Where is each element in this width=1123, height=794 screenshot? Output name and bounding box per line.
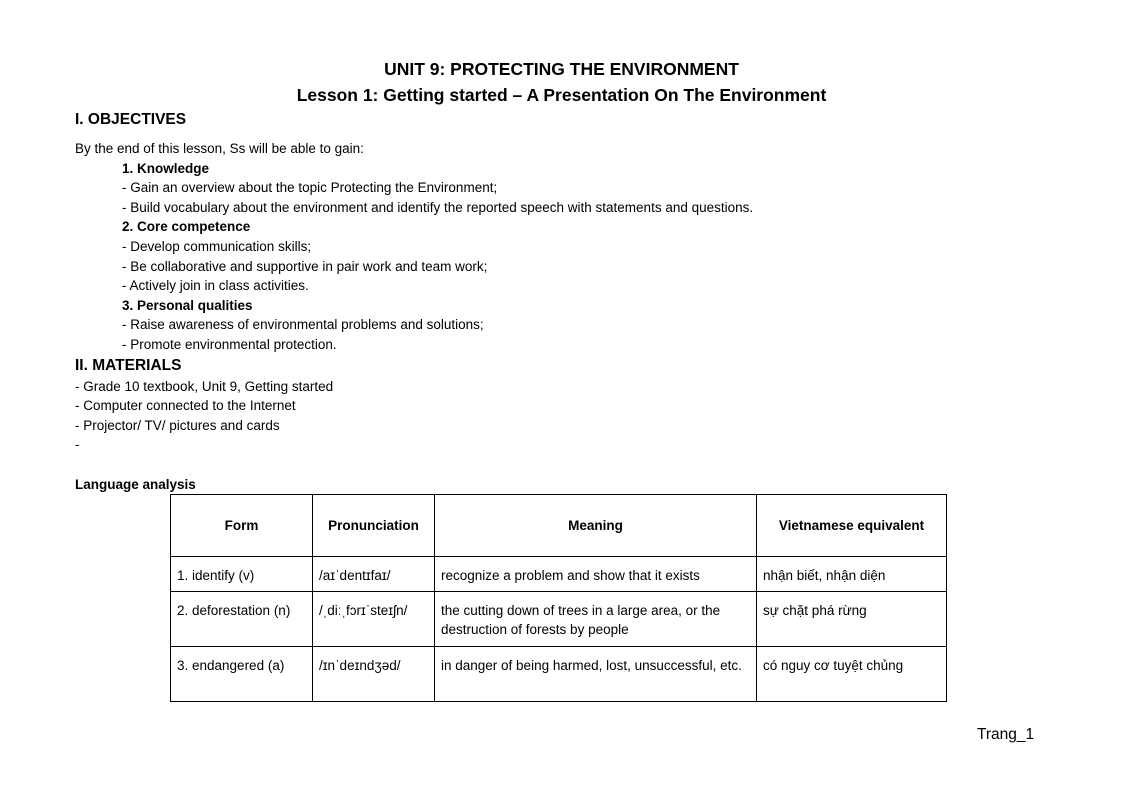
- table-row: [171, 592, 947, 647]
- personal-qualities-heading: 3. Personal qualities: [122, 298, 253, 313]
- column-header-pronunciation: Pronunciation: [313, 495, 435, 557]
- materials-item: - Computer connected to the Internet: [75, 398, 296, 413]
- cell-meaning: recognize a problem and show that it exists: [435, 557, 757, 592]
- personal-item: - Raise awareness of environmental problems and solutions;: [122, 317, 484, 332]
- knowledge-item: - Build vocabulary about the environment and identify the reported speech with statements and questions.: [122, 200, 754, 215]
- cell-vietnamese: có nguy cơ tuyệt chủng: [757, 647, 947, 702]
- knowledge-heading: 1. Knowledge: [122, 161, 210, 176]
- objectives-intro: By the end of this lesson, Ss will be able to gain:: [75, 141, 364, 156]
- core-item: - Be collaborative and supportive in pair work and team work;: [122, 259, 488, 274]
- lesson-title: Lesson 1: Getting started – A Presentation On The Environment: [296, 85, 827, 105]
- cell-pronunciation: /ˌdiːˌfɔrɪˈsteɪʃn/: [313, 592, 435, 647]
- language-analysis-table: [170, 494, 947, 702]
- core-item: - Actively join in class activities.: [122, 278, 309, 293]
- core-competence-heading: 2. Core competence: [122, 219, 251, 234]
- cell-form: 3. endangered (a): [171, 647, 313, 702]
- cell-meaning: in danger of being harmed, lost, unsuccessful, etc.: [435, 647, 757, 702]
- cell-pronunciation: /aɪˈdentɪfaɪ/: [313, 557, 435, 592]
- personal-item: - Promote environmental protection.: [122, 337, 337, 352]
- cell-meaning: the cutting down of trees in a large area, or the destruction of forests by people: [435, 592, 757, 647]
- unit-title: UNIT 9: PROTECTING THE ENVIRONMENT: [384, 59, 739, 79]
- core-item: - Develop communication skills;: [122, 239, 312, 254]
- table-row: [171, 647, 947, 702]
- column-header-form: Form: [171, 495, 313, 557]
- objectives-heading: I. OBJECTIVES: [75, 111, 187, 128]
- page-number: Trang_1: [977, 726, 1035, 743]
- column-header-vietnamese: Vietnamese equivalent: [757, 495, 947, 557]
- cell-vietnamese: sự chặt phá rừng: [757, 592, 947, 647]
- cell-form: 1. identify (v): [171, 557, 313, 592]
- table-row: [171, 557, 947, 592]
- table-header-row: [171, 495, 947, 557]
- materials-item: - Projector/ TV/ pictures and cards: [75, 418, 280, 433]
- knowledge-item: - Gain an overview about the topic Protecting the Environment;: [122, 180, 498, 195]
- cell-pronunciation: /ɪnˈdeɪndʒəd/: [313, 647, 435, 702]
- materials-heading: II. MATERIALS: [75, 357, 182, 374]
- language-analysis-heading: Language analysis: [75, 477, 196, 492]
- cell-vietnamese: nhận biết, nhận diện: [757, 557, 947, 592]
- column-header-meaning: Meaning: [435, 495, 757, 557]
- materials-item: -: [75, 437, 80, 452]
- cell-form: 2. deforestation (n): [171, 592, 313, 647]
- materials-item: - Grade 10 textbook, Unit 9, Getting started: [75, 379, 334, 394]
